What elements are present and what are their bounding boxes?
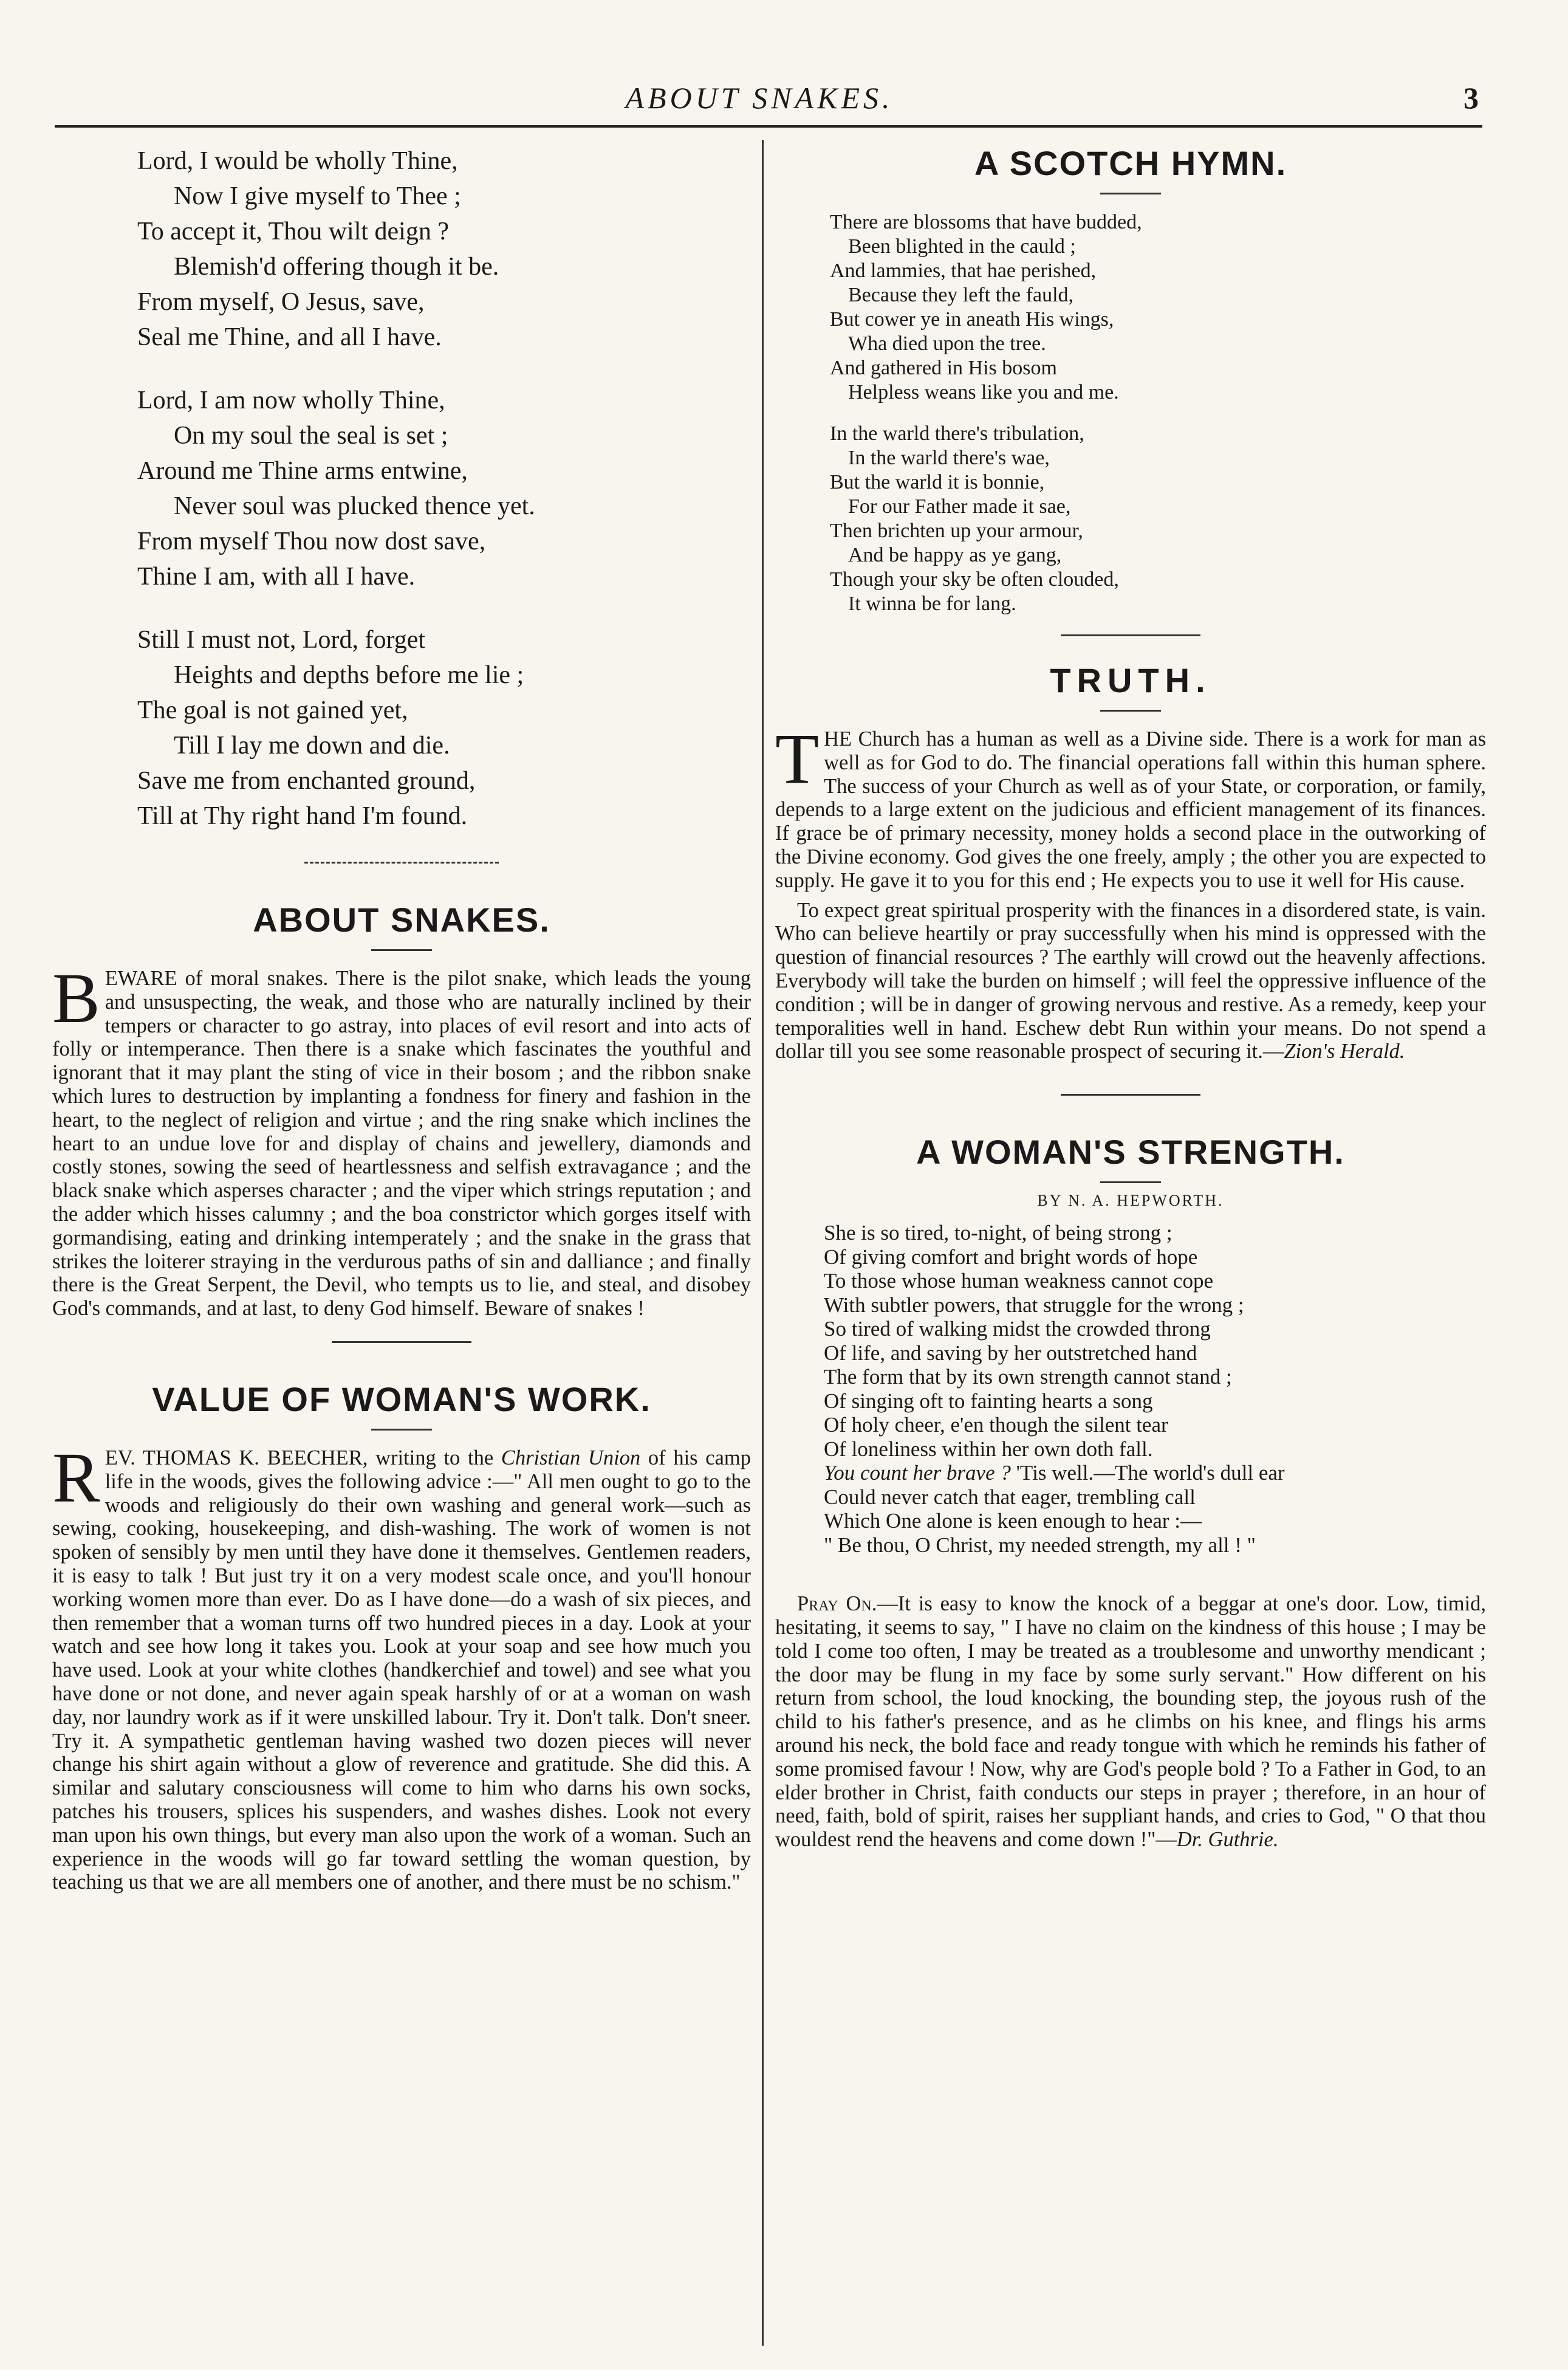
drop-cap: R [52, 1437, 100, 1517]
hymn-line: Because they left the fauld, [848, 284, 1074, 306]
truth-body-1: HE Church has a human as well as a Divine side. There is a work for man as well as for God to do. The financial operations fall within this human sphere. The success of your Church as well as of your State, or corporation, or family, depends to a large extent on the judicious and efficient management of its finances. If grace be of primary necessity, money holds a second place in the outworking of the Divine economy. God gives the one freely, amply ; the other you are expected to supply. He gave it to you for this end ; He expects you to use it well for His cause. [775, 727, 1486, 892]
poem-line: Lord, I would be wholly Thine, [137, 147, 458, 175]
womans-work-intro: EV. THOMAS K. BEECHER, writing to the [104, 1446, 494, 1469]
hymn-line: Then brichten up your armour, [830, 520, 1083, 542]
poem-italic-lead: You count her brave ? [824, 1461, 1011, 1485]
poem-line: She is so tired, to-night, of being strong ; [824, 1221, 1173, 1245]
section-separator [1061, 1094, 1200, 1096]
drop-cap: T [775, 719, 820, 799]
page-header [36, 73, 1482, 140]
poem-line: Till at Thy right hand I'm found. [137, 802, 468, 830]
right-column [775, 143, 1486, 1858]
spacer [775, 1574, 1486, 1592]
poem-line: Still I must not, Lord, forget [137, 626, 426, 654]
pray-on-body: —It is easy to know the knock of a beggar at one's door. Low, timid, hesitating, it seems to say, " I have no claim on the kindness of this house ; I may be told I come too often, I may be treated as a troublesome and unworthy mendicant ; the door may be flung in my face by some surly servant." How different on his return from school, the loud knocking, the bounding step, the joyous rush of the child to his father's presence, and as he climbs on his knee, and flings his arms around his neck, the bold face and ready tongue with which he reminds his father of some promised favour ! Now, why are God's people bold ? To a Father in God, to an elder brother in Christ, faith conducts our steps in prayer ; therefore, in an hour of need, faith, bold of spirit, raises her suppliant hands, and cries to God, " O that thou wouldest rend the heavens and come down !"— [775, 1592, 1487, 1852]
poem-line: Blemish'd offering though it be. [174, 253, 499, 281]
hymn-line: It winna be for lang. [848, 592, 1016, 615]
poem-line: To accept it, Thou wilt deign ? [137, 218, 449, 246]
hymn-stanza [775, 210, 1486, 405]
section-heading-womans-work: VALUE OF WOMAN'S WORK. [152, 1379, 651, 1418]
drop-cap: B [52, 958, 100, 1038]
poem-line: Of life, and saving by her outstretched hand [824, 1341, 1197, 1365]
hymn-line: Been blighted in the cauld ; [848, 235, 1076, 258]
poem-line: Of giving comfort and bright words of hope [824, 1245, 1198, 1269]
poem-stanza [52, 383, 751, 594]
page-number: 3 [1464, 81, 1479, 115]
womans-work-body: of his camp life in the woods, gives the following advice :—" All men ought to go to the woods and religiously do their own washing and general work—such as sewing, cooking, housekeeping, and dish-washing. The work of women is not spoken of sensibly by men until they have done it themselves. Gentlemen readers, it is easy to talk ! But just try it on a very modest scale once, and you'll honour working women more than ever. Do as I have done—do a wash of six pieces, and then remember that a woman turns off two hundred pieces in a day. Look at your watch and see how long it takes you. Look at your soap and see how much you have used. Look at your white clothes (handkerchief and towel) and see what you have done or not done, and never again speak harshly of or at a woman on wash day, nor laundry work as if it were unskilled labour. Try it. Don't talk. Don't sneer. Try it. A sympathetic gentleman having washed two dozen pieces will never change his shirt again without a glow of reverence and gratitude. She did this. A similar and salutary consciousness will come to him who darns his own socks, patches his trousers, splices his suspenders, and washes dishes. Look not every man upon his own things, but every man also upon the work of a woman. Such an experience in the woods will go far toward settling the woman question, by teaching us that we are all members one of another, and there must be no schism." [52, 1446, 751, 1894]
poem-line: Lord, I am now wholly Thine, [137, 386, 445, 414]
poem-line: Of loneliness within her own doth fall. [824, 1437, 1153, 1461]
poem-line: Thine I am, with all I have. [137, 563, 416, 591]
running-title: ABOUT SNAKES. [625, 81, 894, 115]
poem-stanza [52, 622, 751, 834]
truth-source: Zion's Herald. [1284, 1040, 1405, 1063]
poem-line: So tired of walking midst the crowded throng [824, 1317, 1211, 1341]
truth-paragraph-2 [775, 899, 1486, 1064]
heading-rule [1100, 193, 1161, 194]
byline: BY N. A. HEPWORTH. [1037, 1192, 1224, 1210]
section-heading-scotch-hymn: A SCOTCH HYMN. [974, 144, 1287, 182]
section-heading-womans-strength: A WOMAN'S STRENGTH. [916, 1133, 1345, 1172]
left-column [52, 143, 751, 1900]
section-heading-truth: TRUTH. [1050, 661, 1211, 699]
poem-line: Heights and depths before me lie ; [174, 661, 524, 689]
heading-rule [1100, 710, 1161, 712]
poem-stanza [52, 143, 751, 355]
section-heading-about-snakes: ABOUT SNAKES. [253, 901, 550, 939]
poem-line: On my soul the seal is set ; [174, 422, 448, 450]
section-separator [332, 1341, 471, 1343]
hymn-stanza [775, 422, 1486, 616]
about-snakes-body: EWARE of moral snakes. There is the pilot snake, which leads the young and unsuspecting, the weak, and those who are naturally inclined by their tempers or character to go astray, into places of evil resort and into acts of folly or intemperance. Then there is a snake which fascinates the youthful and ignorant that it may plant the sting of vice in their bosom ; and the ribbon snake which lures to destruction by implanting a fondness for finery and fashion in the heart, to the neglect of religion and virtue ; and the ring snake which inclines the heart to an undue love for and display of chains and jewellery, diamonds and costly stones, sowing the seed of heartlessness and selfish extravagance ; and the black snake which asperses character ; and the viper which strings reputation ; and the adder which hisses calumny ; and the boa constrictor which gorges itself with gormandising, eating and drinking intemperately ; and the snake in the grass that strikes the loiterer straying in the verdurous paths of sin and dalliance ; and finally there is the Great Serpent, the Devil, who tempts us to lie, and steal, and disobey God's commands, and at last, to deny God himself. Beware of snakes ! [52, 967, 751, 1321]
hymn-line: In the warld there's tribulation, [830, 422, 1084, 445]
truth-body-2: To expect great spiritual prosperity with the finances in a disordered state, is vain. Who can believe heartily or pray successfully when his mind is oppressed with the question of financial resources ? The earthly will crowd out the heavenly affections. Everybody will take the burden on himself ; will feel the oppressive influence of the condition ; will be in danger of growing nervous and restive. As a remedy, keep your temporalities well in hand. Eschew debt Run within your means. Do not spend a dollar till you see some reasonable prospect of securing it.— [775, 898, 1486, 1063]
poem-line: The goal is not gained yet, [137, 696, 408, 724]
section-separator [1061, 634, 1200, 636]
pray-on-source: Dr. Guthrie. [1176, 1828, 1279, 1852]
publication-name: Christian Union [501, 1446, 641, 1469]
womans-work-text [52, 1437, 751, 1894]
poem-line: With subtler powers, that struggle for the wrong ; [824, 1293, 1244, 1317]
hymn-line: But the warld it is bonnie, [830, 471, 1045, 493]
heading-rule [1100, 1181, 1161, 1183]
poem-line: The form that by its own strength cannot stand ; [824, 1365, 1232, 1389]
section-separator [304, 862, 499, 864]
hymn-line: And gathered in His bosom [830, 357, 1057, 379]
poem-line-rest: 'Tis well.—The world's dull ear [1016, 1461, 1285, 1485]
hymn-line: And lammies, that hae perished, [830, 259, 1097, 282]
hymn-line: But cower ye in aneath His wings, [830, 308, 1114, 331]
poem-line: Till I lay me down and die. [174, 732, 450, 760]
poem-line: Around me Thine arms entwine, [137, 457, 468, 485]
column-divider [762, 140, 764, 2346]
pray-on-paragraph [775, 1592, 1486, 1852]
about-snakes-text [52, 958, 751, 1321]
poem-line: Never soul was plucked thence yet. [174, 492, 535, 520]
poem-line: From myself, O Jesus, save, [137, 288, 425, 316]
hymn-line: And be happy as ye gang, [848, 544, 1062, 566]
poem-line [775, 1461, 1486, 1485]
poem-line: Save me from enchanted ground, [137, 767, 476, 795]
hymn-line: Wha died upon the tree. [848, 332, 1046, 355]
poem-line: Which One alone is keen enough to hear :— [824, 1509, 1202, 1533]
header-rule [55, 125, 1482, 128]
poem-line: " Be thou, O Christ, my needed strength, my all ! " [824, 1533, 1256, 1557]
hymn-line: There are blossoms that have budded, [830, 211, 1142, 233]
poem-line: Could never catch that eager, trembling call [824, 1485, 1196, 1509]
poem-line: Seal me Thine, and all I have. [137, 323, 442, 351]
heading-rule [371, 949, 432, 951]
poem-line: To those whose human weakness cannot cope [824, 1269, 1213, 1293]
womans-strength-poem [775, 1221, 1486, 1557]
poem-line: Now I give myself to Thee ; [174, 182, 461, 210]
poem-line: Of singing oft to fainting hearts a song [824, 1389, 1153, 1413]
hymn-line: Helpless weans like you and me. [848, 381, 1119, 404]
pray-on-lead: Pray On. [797, 1592, 877, 1616]
hymn-line: In the warld there's wae, [848, 447, 1050, 469]
truth-paragraph-1 [775, 719, 1486, 893]
poem-line: Of holy cheer, e'en though the silent tear [824, 1413, 1168, 1437]
hymn-line: Though your sky be often clouded, [830, 568, 1119, 591]
hymn-line: For our Father made it sae, [848, 495, 1071, 518]
heading-rule [371, 1429, 432, 1431]
poem-line: From myself Thou now dost save, [137, 527, 486, 555]
